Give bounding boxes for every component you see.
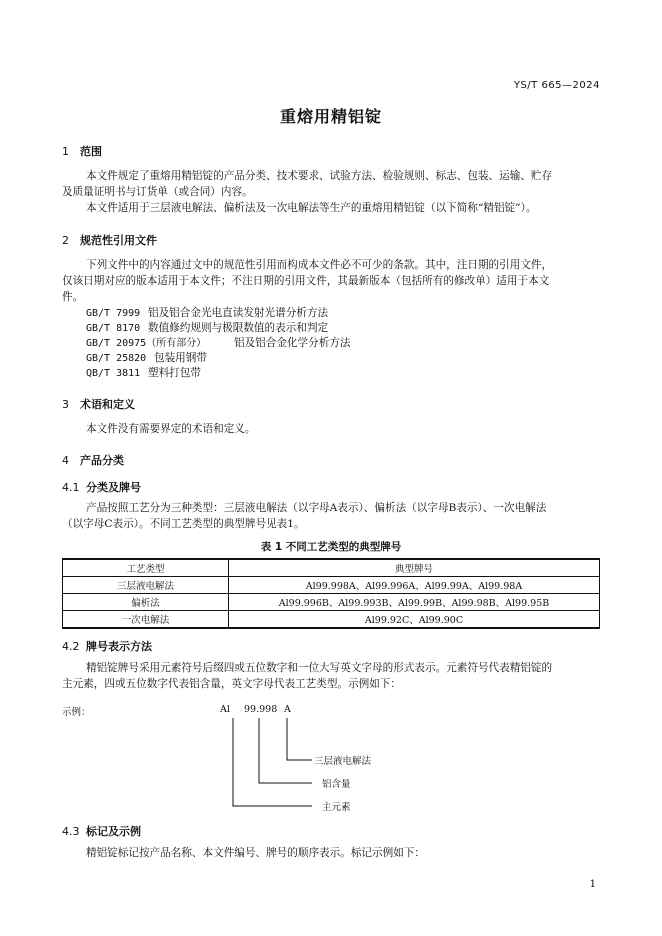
section-number: 2 [62,234,69,247]
reference-code: GB/T 8170 [86,323,141,334]
reference-title: 包装用钢带 [154,352,207,364]
reference-title: 铝及铝合金化学分析方法 [234,337,351,349]
section-title: 牌号表示方法 [86,640,152,653]
table-cell-grades: Al99.996B、Al99.993B、Al99.99B、Al99.98B、Al99.95B [229,594,600,611]
document-code: YS/T 665—2024 [513,80,600,91]
section-4-2-paragraph-line-1: 精铝锭牌号采用元素符号后缀四或五位数字和一位大写英文字母的形式表示。元素符号代表精铝锭的 [86,662,553,674]
reference-code: QB/T 3811 [86,368,141,379]
reference-code: GB/T 20975（所有部分） [86,338,207,349]
section-number: 4 [62,454,69,467]
reference-code: GB/T 7999 [86,308,141,319]
annotation-content: 铝含量 [322,779,351,790]
section-2-paragraph-line-3: 件。 [62,291,84,303]
table-cell-process: 三层液电解法 [63,577,229,594]
reference-title: 塑料打包带 [148,367,201,379]
section-1-paragraph-2: 本文件适用于三层液电解法、偏析法及一次电解法等生产的重熔用精铝锭（以下简称“精铝锭”）。 [86,202,537,214]
grade-part-process: A [284,704,291,715]
section-number: 3 [62,398,69,411]
table-cell-grades: Al99.92C、Al99.90C [229,611,600,629]
section-2-paragraph-line-1: 下列文件中的内容通过文中的规范性引用而构成本文件必不可少的条款。其中，注日期的引用文件， [86,259,553,271]
grade-part-content: 99.998 [244,704,278,715]
section-4-1-paragraph-line-2: （以字母C表示）。不同工艺类型的典型牌号见表1。 [62,518,305,530]
section-3-paragraph: 本文件没有需要界定的术语和定义。 [86,423,256,435]
leader-line-process [287,718,312,760]
leader-line-content [259,718,312,783]
table-header-cell: 工艺类型 [63,559,229,577]
section-2-paragraph-line-2: 仅该日期对应的版本适用于本文件；不注日期的引用文件，其最新版本（包括所有的修改单）适用于本文 [62,275,550,287]
reference-title: 铝及铝合金光电直读发射光谱分析方法 [148,307,329,319]
leader-line-element [233,718,312,806]
reference-code: GB/T 25820 [86,353,147,364]
table-cell-grades: Al99.998A、Al99.996A、Al99.99A、Al99.98A [229,577,600,594]
document-title: 重熔用精铝锭 [279,107,382,126]
table-cell-process: 一次电解法 [63,611,229,629]
section-title: 术语和定义 [80,398,135,411]
section-4-2-paragraph-line-2: 主元素，四或五位数字代表铝含量，英文字母代表工艺类型。示例如下： [62,678,401,690]
table-1-caption: 表 1 不同工艺类型的典型牌号 [260,541,402,553]
annotation-process: 三层液电解法 [314,756,372,767]
grade-part-element: Al [220,704,230,715]
section-number: 4.3 [62,825,80,838]
annotation-element: 主元素 [322,802,351,813]
reference-title: 数值修约规则与极限数值的表示和判定 [148,322,329,334]
example-label: 示例： [62,707,91,718]
section-number: 4.2 [62,640,80,653]
table-cell-process: 偏析法 [63,594,229,611]
section-number: 4.1 [62,481,80,494]
section-title: 分类及牌号 [86,481,141,494]
section-number: 1 [62,145,69,158]
section-4-1-paragraph-line-1: 产品按照工艺分为三种类型：三层液电解法（以字母A表示）、偏析法（以字母B表示）、一次电解法 [86,502,547,514]
section-title: 范围 [80,145,102,158]
section-title: 产品分类 [80,454,124,467]
section-title: 标记及示例 [86,825,141,838]
page-number: 1 [589,879,596,890]
section-4-3-paragraph: 精铝锭标记按产品名称、本文件编号、牌号的顺序表示。标记示例如下： [86,847,425,859]
section-4-3-heading [62,823,141,839]
section-title: 规范性引用文件 [80,234,157,247]
table-header-cell: 典型牌号 [229,559,600,577]
section-1-paragraph-1-line-1: 本文件规定了重熔用精铝锭的产品分类、技术要求、试验方法、检验规则、标志、包装、运输、贮存 [86,170,553,182]
section-1-paragraph-1-line-2: 及质量证明书与订货单（或合同）内容。 [62,186,253,198]
